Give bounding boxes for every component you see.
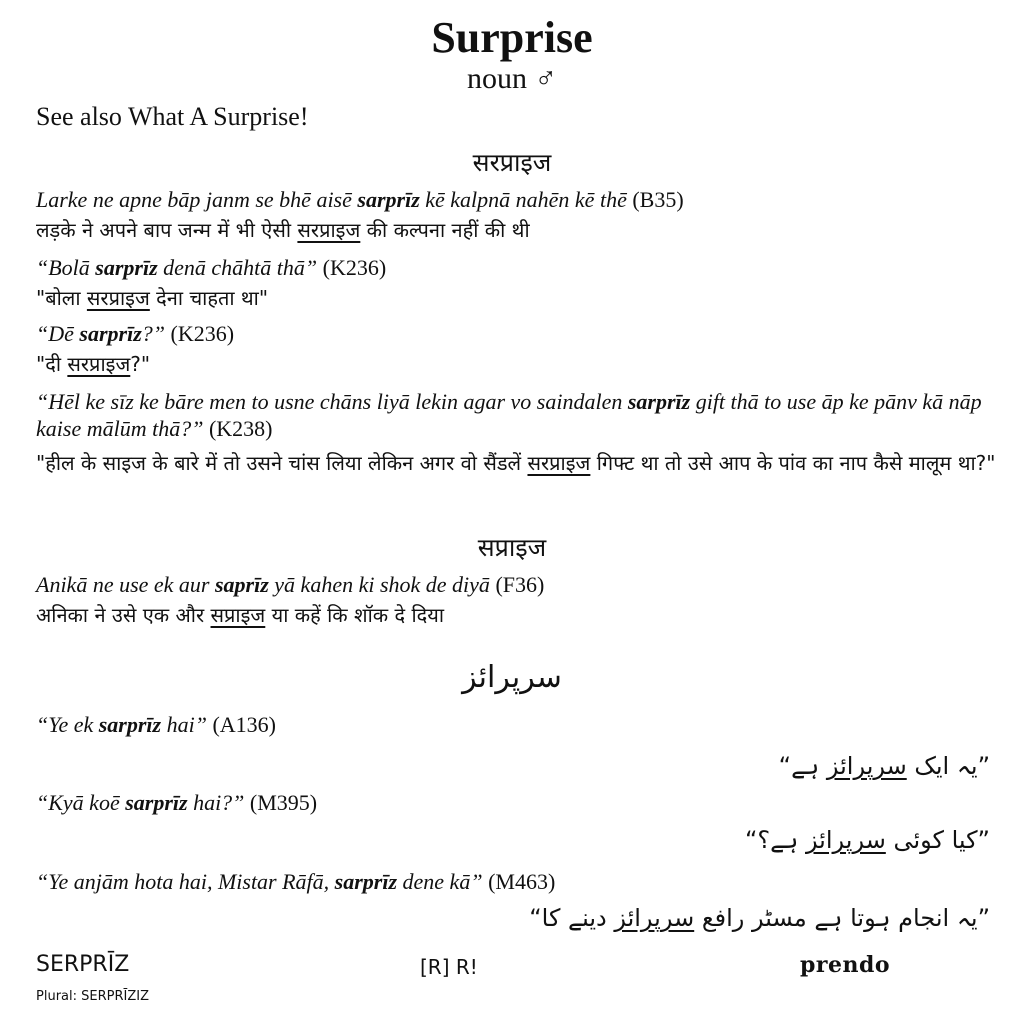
example-native: अनिका ने उसे एक और सप्राइज या कहें कि शॉक दे दिया: [36, 603, 445, 627]
example-translit: “Bolā sarprīz denā chāhtā thā” (K236): [36, 255, 387, 280]
example-urdu: ”یہ ایک سرپرائز ہے“: [778, 752, 990, 780]
example-translit: “Ye ek sarprīz hai” (A136): [36, 712, 277, 737]
example-translit: Anikā ne use ek aur saprīz yā kahen ki shok de diyā (F36): [36, 572, 545, 597]
example-native: लड़के ने अपने बाप जन्म में भी ऐसी सरप्राइज की कल्पना नहीं की थी: [36, 218, 530, 242]
footer-plural: Plural: SERPRĪZIZ: [36, 989, 149, 1004]
footer-code: [R] R!: [420, 955, 478, 979]
example-translit: “Kyā koē sarprīz hai?” (M395): [36, 790, 318, 815]
see-also-link[interactable]: See also What A Surprise!: [36, 102, 309, 131]
prendo-logo: prendo: [800, 952, 891, 978]
example-native: "दी सरप्राइज?": [36, 352, 151, 376]
part-of-speech: noun ♂: [467, 62, 557, 95]
example-native: "बोला सरप्राइज देना चाहता था": [36, 286, 269, 310]
section-heading-urdu: سرپرائز: [462, 660, 562, 695]
entry-title: Surprise: [431, 13, 593, 62]
example-translit: Larke ne apne bāp janm se bhē aisē sarprīz kē kalpnā nahēn kē thē (B35): [36, 187, 684, 212]
example-urdu: ”یہ انجام ہوتا ہے مسٹر رافع سرپرائز دینے کا“: [529, 904, 990, 932]
example-native: "हील के साइज के बारे में तो उसने चांस लिया लेकिन अगर वो सैंडलें सरप्राइज गिफ्ट था तो उसे आप के पांव का नाप कैसे मालूम था?": [36, 451, 996, 475]
footer-word: SERPRĪZ: [36, 952, 130, 977]
example-translit: “Hēl ke sīz ke bāre men to usne chāns liyā lekin agar vo saindalen sarprīz gift thā to use āp ke pānv kā nāp kaise mālūm thā?” (K238): [36, 389, 982, 441]
example-translit: “Dē sarprīz?” (K236): [36, 321, 235, 346]
example-translit: “Ye anjām hota hai, Mistar Rāfā, sarprīz dene kā” (M463): [36, 869, 556, 894]
section-heading-hindi-1: सरप्राइज: [472, 148, 552, 177]
section-heading-hindi-2: सप्राइज: [477, 533, 547, 562]
example-urdu: ”کیا کوئی سرپرائز ہے؟“: [745, 826, 990, 854]
